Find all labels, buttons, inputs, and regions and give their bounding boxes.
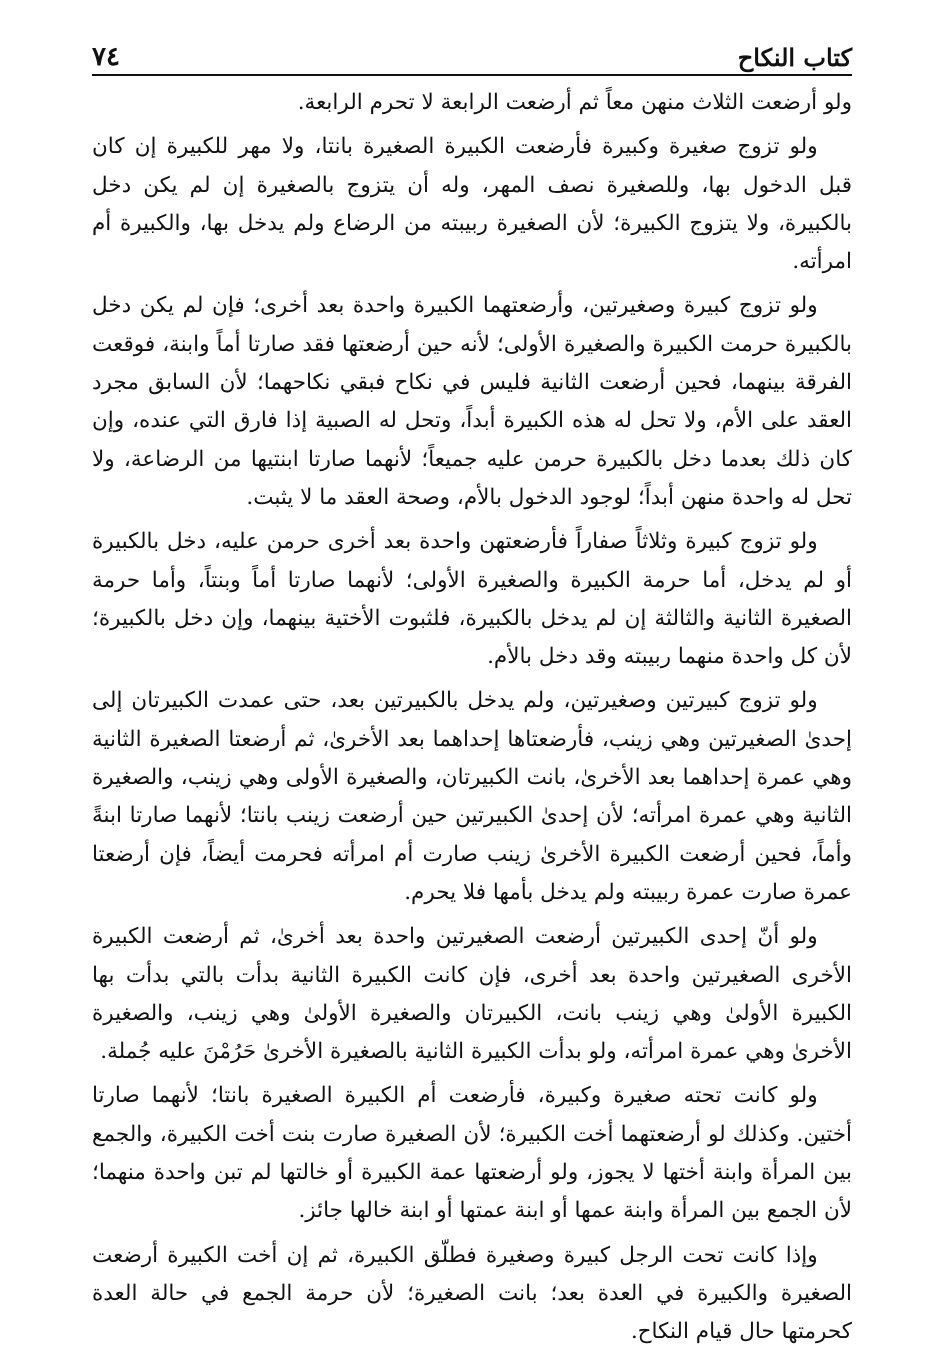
paragraph: ولو تزوج كبيرة وثلاثاً صفاراً فأرضعتهن واحدة بعد أخرى حرمن عليه، دخل بالكبيرة أو لم يدخل، أما حرمة الكبيرة والصغيرة الأولى؛ لأنهما صارتا أماً وبنتاً، وأما حرمة الصغيرة الثانية والثالثة إن لم يدخل بالكبيرة، فلثبوت الأختية بينهما، وإن دخل بالكبيرة؛ لأن كل واحدة منهما ربيبته وقد دخل بالأم. (92, 529, 852, 670)
chapter-title: كتاب النكاح (737, 43, 852, 72)
paragraph: ولو أنّ إحدى الكبيرتين أرضعت الصغيرتين واحدة بعد أخرىٰ، ثم أرضعت الكبيرة الأخرى الصغيرتين واحدة بعد أخرى، فإن كانت الكبيرة الثانية بدأت بالتي بدأت بها الكبيرة الأولىٰ وهي زينب بانت، الكبيرتان والصغيرة الأولىٰ وهي زينب، والصغيرة الأخرىٰ وهي عمرة امرأته، ولو بدأت الكبيرة الثانية بالصغيرة الأخرىٰ حَرُمْنَ عليه جُملة. (92, 924, 852, 1065)
page-body (92, 84, 852, 1352)
page-header (92, 30, 852, 76)
paragraph: وإذا كانت تحت الرجل كبيرة وصغيرة فطلّق الكبيرة، ثم إن أخت الكبيرة أرضعت الصغيرة والكبيرة في العدة بعد؛ بانت الصغيرة؛ لأن حرمة الجمع في حالة العدة كحرمتها حال قيام النكاح. (92, 1242, 852, 1345)
paragraph: ولو تزوج كبيرة وصغيرتين، وأرضعتهما الكبيرة واحدة بعد أخرى؛ فإن لم يكن دخل بالكبيرة حرمت الكبيرة والصغيرة الأولى؛ لأنه حين أرضعتها فقد صارتا أماً وابنة، فوقعت الفرقة بينهما، فحين أرضعت الثانية فليس في نكاح فبقي نكاحهما؛ لأن السابق مجرد العقد على الأم، ولا تحل له هذه الكبيرة أبداً، وتحل له الصبية إذا فارق التي عنده، وإن كان ذلك بعدما دخل بالكبيرة حرمن عليه جميعاً؛ لأنهما صارتا ابنتيها من الرضاعة، ولا تحل له واحدة منهن أبداً؛ لوجود الدخول بالأم، وصحة العقد ما لا يثبت. (92, 293, 852, 510)
paragraph: ولو كانت تحته صغيرة وكبيرة، فأرضعت أم الكبيرة الصغيرة بانتا؛ لأنهما صارتا أختين. وكذلك لو أرضعتهما أخت الكبيرة؛ لأن الصغيرة صارت بنت أخت الكبيرة، والجمع بين المرأة وابنة أختها لا يجوز، ولو أرضعتها عمة الكبيرة أو خالتها لم تبن واحدة منهما؛ لأن الجمع بين المرأة وابنة عمها أو ابنة عمتها أو ابنة خالها جائز. (92, 1083, 852, 1224)
book-page (92, 30, 852, 1345)
paragraph: ولو أرضعت الثلاث منهن معاً ثم أرضعت الرابعة لا تحرم الرابعة. (297, 90, 852, 115)
page-number: ٧٤ (92, 42, 120, 72)
paragraph: ولو تزوج كبيرتين وصغيرتين، ولم يدخل بالكبيرتين بعد، حتى عمدت الكبيرتان إلى إحدىٰ الصغيرتين وهي زينب، فأرضعتاها إحداهما بعد الأخرىٰ، ثم أرضعتا الصغيرة الثانية وهي عمرة إحداهما بعد الأخرىٰ، بانت الكبيرتان، والصغيرة الأولى وهي زينب، والصغيرة الثانية وهي عمرة امرأته؛ لأن إحدىٰ الكبيرتين حين أرضعت زينب بانتا؛ لأنهما صارتا ابنةً وأماً، فحين أرضعت الكبيرة الأخرىٰ زينب صارت أم امرأته فحرمت أيضاً، فإن أرضعتا عمرة صارت عمرة ربيبته ولم يدخل بأمها فلا يحرم. (92, 688, 852, 905)
paragraph: ولو تزوج صغيرة وكبيرة فأرضعت الكبيرة الصغيرة بانتا، ولا مهر للكبيرة إن كان قبل الدخول بها، وللصغيرة نصف المهر، وله أن يتزوج بالصغيرة إن لم يكن دخل بالكبيرة، ولا يتزوج الكبيرة؛ لأن الصغيرة ربيبته من الرضاع ولم يدخل بها، والكبيرة أم امرأته. (92, 134, 852, 275)
